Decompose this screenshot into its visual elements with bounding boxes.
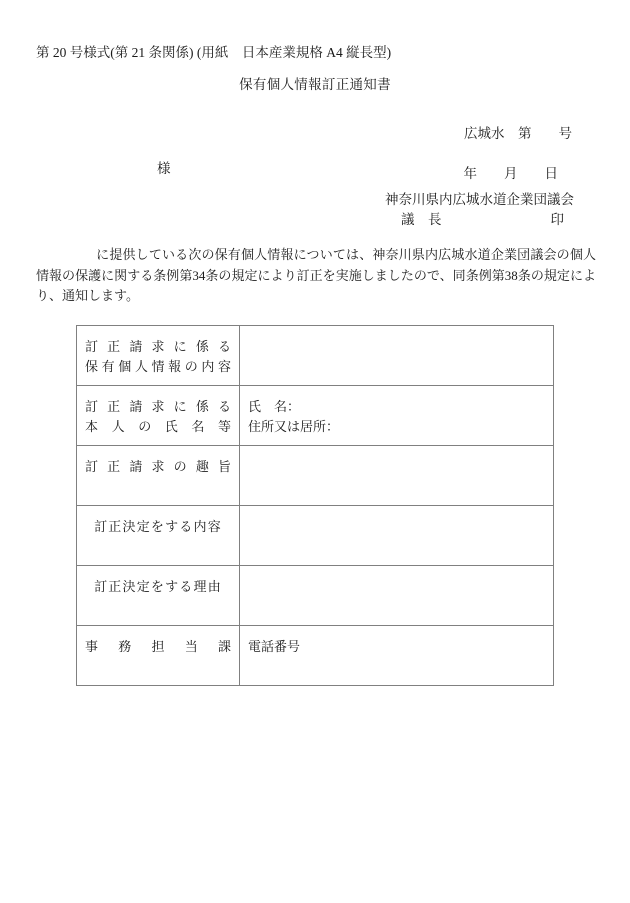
issuer-title-row	[385, 210, 565, 230]
row-label-line-1: 訂正決定をする内容	[94, 519, 222, 534]
row-label-line-1: 訂正請求の趣旨	[85, 459, 231, 474]
row-value-cell[interactable]	[240, 446, 554, 506]
seal-mark: 印	[550, 212, 564, 227]
body-paragraph	[36, 245, 596, 307]
row-label-line-2: 本人の氏名等	[85, 419, 231, 434]
body-line-1: に提供している次の保有個人情報については、神奈川県内広城水道企業団議会の個人情報の	[36, 247, 596, 283]
row-label-cell	[77, 326, 240, 386]
row-label-cell	[77, 446, 240, 506]
row-label-line-1: 訂正決定をする理由	[94, 579, 222, 594]
row-label-line-2: 保有個人情報の内容	[85, 359, 231, 374]
issuer-block	[385, 190, 574, 230]
row-value-cell[interactable]	[240, 326, 554, 386]
row-value-line-1: 氏 名：	[248, 399, 301, 414]
document-title: 保有個人情報訂正通知書	[239, 77, 391, 92]
document-number-line: 広城水 第 号	[464, 126, 572, 141]
row-value-cell[interactable]	[240, 386, 554, 446]
table-row	[77, 386, 554, 446]
row-label-line-1: 訂正請求に係る	[85, 399, 231, 414]
row-label-cell	[77, 506, 240, 566]
table-row	[77, 566, 554, 626]
table-row	[77, 506, 554, 566]
form-number-line: 第 20 号様式(第 21 条関係) (用紙 日本産業規格 A4 縦長型)	[36, 45, 392, 60]
correction-details-table	[76, 325, 554, 686]
row-label-cell	[77, 386, 240, 446]
row-label-cell	[77, 626, 240, 686]
document-date-line: 年 月 日	[463, 166, 558, 181]
row-value-cell[interactable]	[240, 626, 554, 686]
issuer-title: 議 長	[401, 212, 442, 227]
row-label-cell	[77, 566, 240, 626]
row-label-line-1: 事務担当課	[85, 639, 231, 654]
table-row	[77, 626, 554, 686]
row-value-cell[interactable]	[240, 506, 554, 566]
issuer-organization: 神奈川県内広城水道企業団議会	[385, 192, 574, 207]
table-row	[77, 326, 554, 386]
body-line-3: す。	[114, 288, 139, 303]
addressee-line: 様	[157, 161, 171, 176]
row-value-line-1: 電話番号	[248, 639, 301, 654]
row-label-line-1: 訂正請求に係る	[85, 339, 231, 354]
row-value-cell[interactable]	[240, 566, 554, 626]
body-line-2: 保護に関する条例第34条の規定により訂正を実施しましたので、同条例第38条の規定により、通知しま	[36, 267, 596, 303]
table-row	[77, 446, 554, 506]
row-value-line-2: 住所又は居所：	[248, 419, 340, 434]
